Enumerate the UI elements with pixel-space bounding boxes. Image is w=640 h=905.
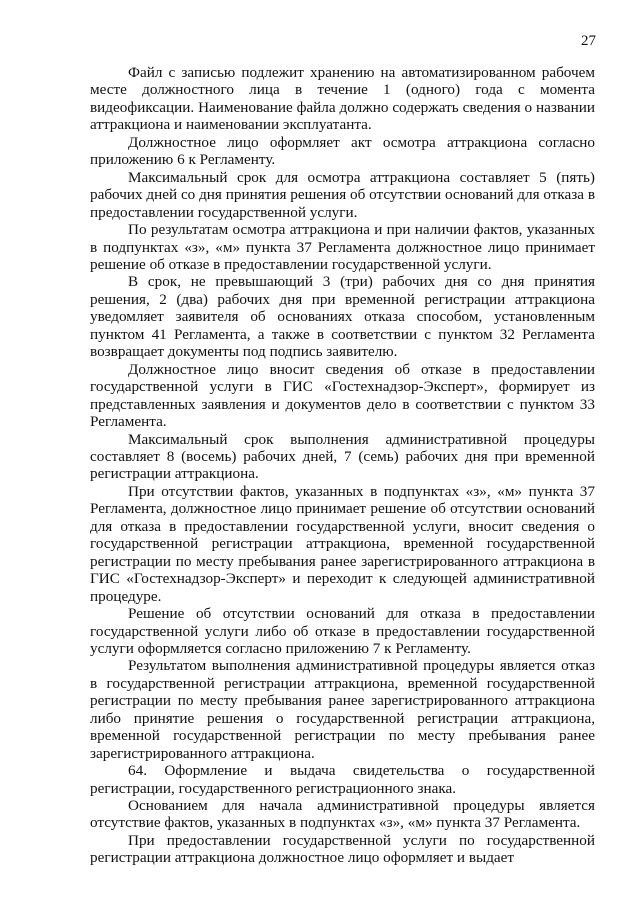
paragraph-gis-refusal-entry: Должностное лицо вносит сведения об отказе в предоставлении государственной услуги в ГИС «Гостехнадзор-Эксперт», формирует из представленных заявления и документов дело в соответствии с пунктом 33 Регламента. — [90, 360, 595, 431]
paragraph-refusal-decision: По результатам осмотра аттракциона и при наличии фактов, указанных в подпунктах «з», «м» пункта 37 Регламента должностное лицо принимает решение об отказе в предоставлении государственной услуги. — [90, 221, 595, 273]
paragraph-procedure-result: Результатом выполнения административной процедуры является отказ в государственной регистрации аттракциона, временной государственной регистрации по месту пребывания ранее зарегистрированного аттракциона либо принятие решения о государственной регистрации аттракциона, временной государственной регистрации по месту пребывания ранее зарегистрированного аттракциона. — [90, 657, 595, 762]
paragraph-inspection-deadline: Максимальный срок для осмотра аттракциона составляет 5 (пять) рабочих дней со дня принятия решения об отсутствии оснований для отказа в предоставлении государственной услуги. — [90, 168, 595, 221]
paragraph-refusal-notification: В срок, не превышающий 3 (три) рабочих дня со дня принятия решения, 2 (два) рабочих дня при временной регистрации аттракциона уведомляет заявителя об основаниях отказа способом, установленным пунктом 41 Регламента, а также в соответствии с пунктом 32 Регламента возвращает документы под подпись заявителю. — [90, 273, 595, 361]
paragraph-decision-form: Решение об отсутствии оснований для отказа в предоставлении государственной услуги либо об отказе в предоставлении государственной услуги оформляется согласно приложению 7 к Регламенту. — [90, 605, 595, 657]
paragraph-inspection-act: Должностное лицо оформляет акт осмотра аттракциона согласно приложению 6 к Регламенту. — [90, 133, 595, 169]
paragraph-no-grounds-decision: При отсутствии фактов, указанных в подпунктах «з», «м» пункта 37 Регламента, должностное лицо принимает решение об отсутствии оснований для отказа в предоставлении государственной услуги, вносит сведения о государственной регистрации аттракциона, временной государственной регистрации по месту пребывания ранее зарегистрированного аттракциона в ГИС «Гостехнадзор-Эксперт» и переходит к следующей административной процедуре. — [90, 482, 595, 605]
page-number: 27 — [581, 33, 596, 49]
paragraph-registration-issuance: При предоставлении государственной услуги по государственной регистрации аттракциона должностное лицо оформляет и выдает — [90, 831, 595, 867]
paragraph-video-file-storage: Файл с записью подлежит хранению на автоматизированном рабочем месте должностного лица в течение 1 (одного) года с момента видеофиксации. Наименование файла должно содержать сведения о названии аттракциона и наименовании эксплуатанта. — [90, 64, 595, 134]
paragraph-procedure-deadline: Максимальный срок выполнения административной процедуры составляет 8 (восемь) рабочих дней, 7 (семь) рабочих дня при временной регистрации аттракциона. — [90, 430, 595, 483]
document-body — [90, 64, 595, 867]
paragraph-procedure-basis: Основанием для начала административной процедуры является отсутствие фактов, указанных в подпунктах «з», «м» пункта 37 Регламента. — [90, 797, 595, 832]
paragraph-section-64-heading: 64. Оформление и выдача свидетельства о государственной регистрации, государственного регистрационного знака. — [90, 762, 595, 797]
